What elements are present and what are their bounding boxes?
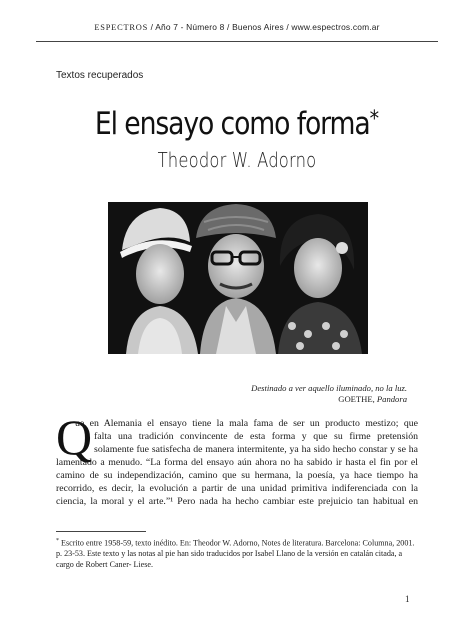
running-header (0, 22, 474, 32)
title-footnote-mark: * (369, 107, 380, 132)
page-number: 1 (405, 594, 410, 604)
epigraph-work: Pandora (376, 394, 407, 404)
footnote (56, 536, 418, 570)
drop-cap: Q (56, 409, 93, 465)
footnote-mark: * (56, 538, 59, 544)
issue-info: / Año 7 - Número 8 / Buenos Aires / www.espectros.com.ar (148, 22, 380, 32)
body-line: ue en Alemania el ensayo tiene la mala fama de ser un producto mestizo; que (75, 418, 418, 429)
body-line: recorrido, es decir, la evolución a partir de una unidad primitiva indiferenciada con la (56, 483, 418, 494)
header-rule (36, 41, 438, 42)
epigraph-quote: Destinado a ver aquello iluminado, no la luz. (251, 383, 407, 393)
footnote-rule (56, 531, 146, 532)
body-line: lamentado a menudo. “La forma del ensayo aún ahora no ha sabido ir hasta el fin por el (56, 457, 418, 468)
journal-name: ESPECTROS (94, 23, 149, 32)
article-title-text: El ensayo como forma (94, 106, 370, 142)
epigraph (251, 383, 407, 405)
epigraph-author: GOETHE, (338, 394, 377, 404)
article-title (33, 106, 441, 142)
body-line: solamente fue satisfecha de manera intermitente, ya ha sido hecho constar y se ha (94, 444, 418, 455)
article-author: Theodor W. Adorno (157, 148, 317, 172)
footnote-text: Escrito entre 1958-59, texto inédito. En: Theodor W. Adorno, Notes de literatura. Barcelona: Columna, 2001. p. 23-53. Este texto y las notas al pie han sido traducidos por Isabel Llano de la versión en catalán citada, a cargo de Robert Caner- Liese. (56, 538, 415, 569)
body-line: camino de su independización, camino que su hermana, la poesía, ya hace tiempo ha (56, 470, 418, 481)
body-line: ciencia, la moral y el arte.”¹ Pero nada ha hecho cambiar este prejuicio tan habitual en (56, 496, 418, 507)
epigraph-source (251, 394, 407, 405)
author-photo (108, 202, 368, 354)
section-label: Textos recuperados (56, 70, 144, 81)
body-line: falta una tradición convincente de esta forma y que su firme pretensión (94, 431, 418, 442)
